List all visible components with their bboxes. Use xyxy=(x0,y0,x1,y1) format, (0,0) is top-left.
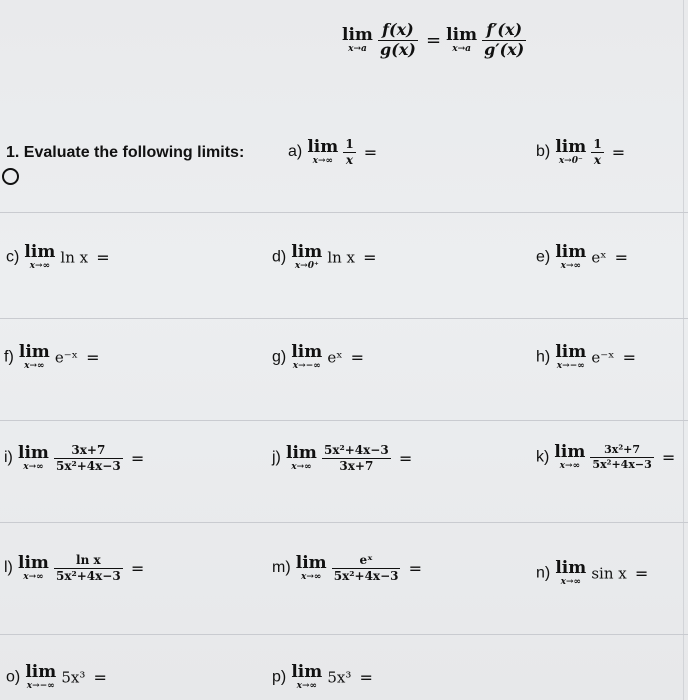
eq-text: = xyxy=(130,558,145,578)
lim-text: lim xyxy=(24,242,56,262)
rule-lhs-limit xyxy=(342,24,373,54)
limit-operator xyxy=(555,244,586,271)
eq-text: = xyxy=(661,448,676,467)
sub-text: x→∞ xyxy=(560,261,581,271)
question-prompt xyxy=(6,144,244,162)
row-divider xyxy=(0,212,688,213)
rule-equals: = xyxy=(425,29,442,51)
rhs-num-text: f′(x) xyxy=(482,22,526,41)
label-text: f) xyxy=(4,348,14,366)
fraction xyxy=(54,444,123,472)
row-divider xyxy=(0,420,688,421)
eq-text: = xyxy=(622,348,636,367)
expr-text: eˣ xyxy=(327,348,343,367)
limit-operator xyxy=(17,552,49,582)
sub-text: x→∞ xyxy=(23,461,44,472)
expr-text: 5x³ xyxy=(61,668,86,687)
num-text: eˣ xyxy=(332,554,401,569)
limit-operator xyxy=(291,664,322,691)
sub-text: x→∞ xyxy=(560,577,581,587)
sub-text: x→∞ xyxy=(312,155,333,166)
sub-text: x→∞ xyxy=(24,361,45,371)
label-text: a) xyxy=(288,143,303,161)
lim-text: lim xyxy=(285,442,317,463)
den-text: 5x²+4x−3 xyxy=(333,568,399,583)
lim-text: lim xyxy=(291,242,323,262)
item-e xyxy=(536,244,628,271)
row-divider xyxy=(0,318,688,319)
item-j xyxy=(272,444,412,472)
label-text: j) xyxy=(272,449,281,467)
sub-text: x→∞ xyxy=(559,461,581,471)
lim-text: lim xyxy=(555,342,587,362)
num-text: 5x²+4x−3 xyxy=(323,443,389,457)
sub-text: x→∞ xyxy=(301,571,322,582)
sub-text: x→0⁺ xyxy=(294,261,319,271)
eq-text: = xyxy=(408,558,422,578)
label-text: c) xyxy=(6,248,20,266)
num-text: ln x xyxy=(54,554,123,569)
lim-text: lim xyxy=(25,662,57,682)
eq-text: = xyxy=(611,142,626,162)
eq-text: = xyxy=(363,248,377,267)
fraction xyxy=(332,554,401,582)
lhs-den-text: g(x) xyxy=(380,39,416,59)
row-divider xyxy=(0,522,688,523)
eq-text: = xyxy=(363,142,378,162)
sub-text: x→∞ xyxy=(29,261,51,271)
lim-text: lim xyxy=(17,442,49,463)
item-c xyxy=(6,244,110,271)
lim-text: lim xyxy=(555,558,587,578)
eq-text: = xyxy=(86,348,100,367)
den-text: 5x²+4x−3 xyxy=(592,458,652,471)
den-text: x xyxy=(593,152,602,167)
lim-text: lim xyxy=(291,662,323,682)
rule-lhs-fraction xyxy=(378,22,418,59)
expr-text: 5x³ xyxy=(327,668,352,687)
rhs-lim-text: lim xyxy=(446,24,478,45)
limit-operator xyxy=(285,442,317,472)
item-o xyxy=(6,664,107,691)
label-text: e) xyxy=(536,248,551,266)
rhs-sub-text: x→a xyxy=(452,43,471,54)
row-divider xyxy=(0,634,688,635)
lhs-sub-text: x→a xyxy=(348,43,367,54)
label-text: o) xyxy=(6,668,21,686)
den-text: 5x²+4x−3 xyxy=(55,568,121,583)
lim-text: lim xyxy=(17,552,49,573)
limit-operator xyxy=(555,136,587,166)
item-d xyxy=(272,244,377,271)
eq-text: = xyxy=(359,668,373,687)
sub-text: x→∞ xyxy=(23,571,44,582)
den-text: 3x+7 xyxy=(339,458,374,473)
label-text: i) xyxy=(4,449,13,467)
num-text: 1 xyxy=(593,137,602,151)
sub-text: x→−∞ xyxy=(292,361,321,371)
label-text: d) xyxy=(272,248,287,266)
eq-text: = xyxy=(130,448,145,468)
den-text: 5x²+4x−3 xyxy=(55,458,121,473)
label-text: p) xyxy=(272,668,287,686)
fraction xyxy=(590,444,653,470)
item-g xyxy=(272,344,364,371)
sub-text: x→∞ xyxy=(296,681,317,691)
limit-operator xyxy=(554,444,585,471)
question-number: 1. xyxy=(6,144,20,161)
expr-text: ln x xyxy=(60,248,89,267)
sub-text: x→0⁻ xyxy=(558,155,583,166)
fraction xyxy=(591,138,603,166)
item-f xyxy=(4,344,100,371)
num-text: 3x²+7 xyxy=(590,444,653,458)
limit-operator xyxy=(291,244,322,271)
limit-operator xyxy=(19,344,50,371)
eq-text: = xyxy=(634,564,649,583)
label-text: k) xyxy=(536,448,550,466)
lim-text: lim xyxy=(554,442,586,462)
sub-text: x→−∞ xyxy=(26,681,55,691)
expr-text: ln x xyxy=(327,248,356,267)
label-text: l) xyxy=(4,559,13,577)
rule-rhs-limit xyxy=(446,24,478,54)
item-h xyxy=(536,344,636,371)
eq-text: = xyxy=(398,448,413,468)
lim-text: lim xyxy=(295,552,327,573)
item-i xyxy=(4,444,144,472)
limit-operator xyxy=(24,244,55,271)
eq-text: = xyxy=(614,248,629,267)
limit-operator xyxy=(17,442,49,472)
sub-text: x→−∞ xyxy=(556,361,585,371)
limit-operator xyxy=(295,552,327,582)
lim-text: lim xyxy=(307,136,339,157)
den-text: x xyxy=(345,152,354,167)
eq-text: = xyxy=(96,248,110,267)
expr-text: eˣ xyxy=(591,248,607,267)
rule-rhs-fraction xyxy=(482,22,526,59)
limit-operator xyxy=(555,344,586,371)
lhospital-rule xyxy=(342,22,526,59)
lim-text: lim xyxy=(555,242,587,262)
item-n xyxy=(536,560,648,587)
lhs-num-text: f(x) xyxy=(378,22,418,41)
label-text: b) xyxy=(536,143,551,161)
limit-operator xyxy=(555,560,586,587)
item-a xyxy=(288,138,377,166)
lim-text: lim xyxy=(555,136,587,157)
num-text: 1 xyxy=(345,137,354,151)
limit-operator xyxy=(307,136,339,166)
eq-text: = xyxy=(350,348,365,367)
fraction xyxy=(343,138,355,166)
fraction xyxy=(54,554,123,582)
label-text: n) xyxy=(536,564,551,582)
fraction xyxy=(322,444,391,472)
item-p xyxy=(272,664,373,691)
item-m xyxy=(272,554,422,582)
circle-mark xyxy=(2,168,19,185)
rhs-den-text: g′(x) xyxy=(484,39,525,59)
eq-text: = xyxy=(93,668,107,687)
item-l xyxy=(4,554,144,582)
label-text: g) xyxy=(272,348,287,366)
lim-text: lim xyxy=(18,342,50,362)
page-edge-line xyxy=(683,0,684,700)
label-text: m) xyxy=(272,559,291,577)
expr-text: e⁻ˣ xyxy=(54,348,79,367)
lim-text: lim xyxy=(291,342,323,362)
num-text: 3x+7 xyxy=(54,444,123,459)
question-text: Evaluate the following limits: xyxy=(23,144,245,161)
item-b xyxy=(536,138,625,166)
label-text: h) xyxy=(536,348,551,366)
limit-operator xyxy=(25,664,56,691)
item-k xyxy=(536,444,675,471)
lhs-lim-text: lim xyxy=(342,24,373,45)
expr-text: e⁻ˣ xyxy=(591,348,615,367)
limit-operator xyxy=(291,344,322,371)
expr-text: sin x xyxy=(591,564,627,583)
sub-text: x→∞ xyxy=(291,461,312,472)
